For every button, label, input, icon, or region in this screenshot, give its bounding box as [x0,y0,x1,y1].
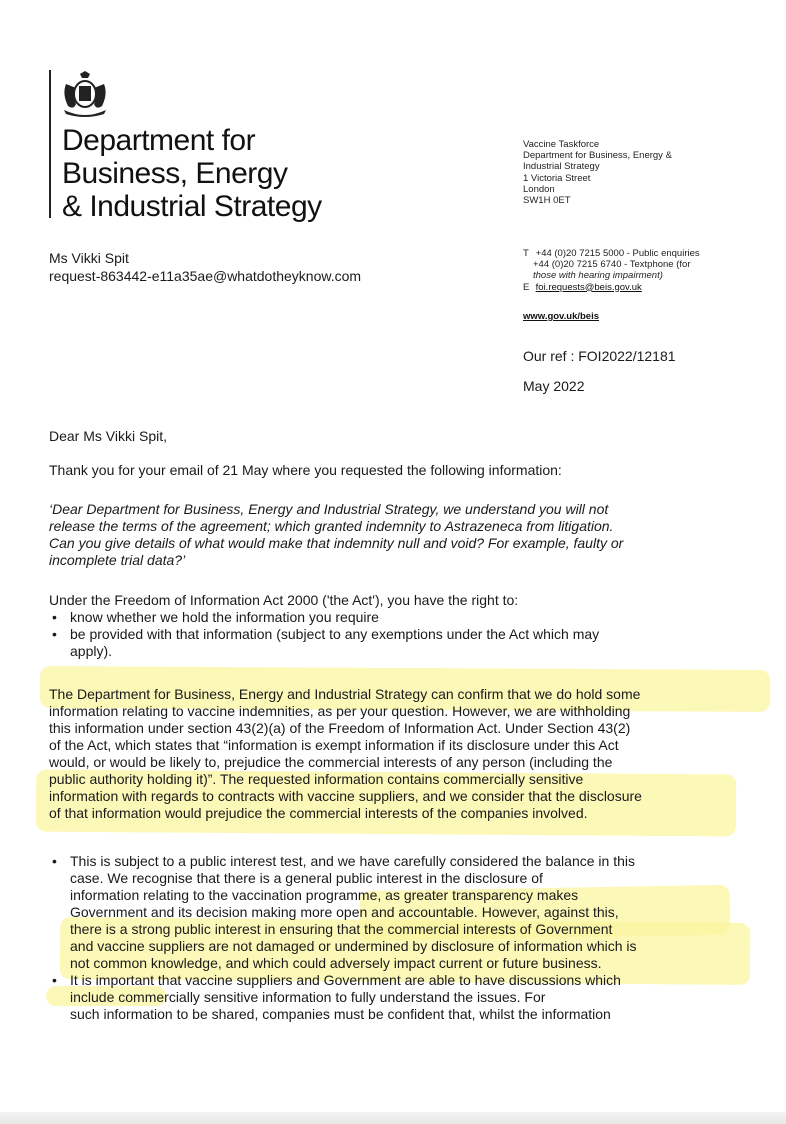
list-item [49,609,749,626]
list-item-line: not common knowledge, and which could adversely impact current or future business. [70,955,602,971]
recipient-name: Ms Vikki Spit [49,250,129,266]
page-bottom-edge [0,1112,786,1124]
confirmation-paragraph [49,686,739,822]
phone-textphone: +44 (0)20 7215 6740 - Textphone (for [533,259,691,271]
paragraph-line: information with regards to contracts with vaccine suppliers, and we consider that the disclosure [49,788,642,804]
phone-label: T [523,248,529,259]
list-item-line: be provided with that information (subject to any exemptions under the Act which may [70,626,600,642]
list-item [49,972,749,1023]
list-item-line: It is important that vaccine suppliers and Government are able to have discussions which [70,972,621,988]
department-name [62,124,322,223]
bullet-icon: • [52,972,57,988]
sender-address [523,139,672,206]
quote-line: ‘Dear Department for Business, Energy and Industrial Strategy, we understand you will not [49,501,609,517]
foi-email-link[interactable]: foi.requests@beis.gov.uk [535,281,642,293]
list-item [49,853,749,972]
list-item-line: apply). [70,643,113,659]
list-item-line: there is a strong public interest in ensuring that the commercial interests of Government [70,921,613,937]
list-item-line: such information to be shared, companies must be confident that, whilst the information [70,1006,611,1022]
paragraph-line: The Department for Business, Energy and Industrial Strategy can confirm that we do hold some [49,686,641,702]
public-interest-list [49,853,749,1023]
letter-date: May 2022 [523,378,585,394]
phone-public: +44 (0)20 7215 5000 - Public enquiries [535,248,700,259]
quote-line: incomplete trial data?’ [49,552,186,568]
recipient-email: request-863442-e11a35ae@whatdotheyknow.com [49,268,362,284]
department-name-line: Business, Energy [62,157,288,190]
website-link[interactable]: www.gov.uk/beis [523,311,600,322]
paragraph-line: would, or would be likely to, prejudice the commercial interests of any person (including the [49,754,613,770]
paragraph-line: public authority holding it)”. The requested information contains commercially sensitive [49,771,584,787]
address-line: London [523,183,555,195]
salutation: Dear Ms Vikki Spit, [49,428,167,444]
list-item-line: This is subject to a public interest test, and we have carefully considered the balance in this [70,853,635,869]
rights-list [49,609,749,660]
recipient-block [49,249,361,285]
list-item-line: know whether we hold the information you require [70,609,379,625]
list-item [49,626,749,660]
address-line: SW1H 0ET [523,195,571,207]
bullet-icon: • [52,853,57,869]
list-item-line: and vaccine suppliers are not damaged or undermined by disclosure of information which is [70,938,637,954]
address-line: Vaccine Taskforce [523,139,600,150]
department-name-line: Department for [62,124,256,157]
quote-line: release the terms of the agreement; which granted indemnity to Astrazeneca from litigation. [49,518,614,534]
contact-details [523,248,700,293]
address-line: Department for Business, Energy & [523,150,672,162]
list-item-line: information relating to the vaccination programme, as greater transparency makes [70,887,579,903]
list-item-line: include commercially sensitive information to fully understand the issues. For [70,989,546,1005]
address-line: Industrial Strategy [523,161,600,173]
paragraph-line: information relating to vaccine indemnities, as per your question. However, we are withholding [49,703,631,719]
request-quote [49,501,739,569]
reference-number: Our ref : FOI2022/12181 [523,348,676,364]
thanks-paragraph: Thank you for your email of 21 May where you requested the following information: [49,462,562,478]
paragraph-line: of that information would prejudice the commercial interests of the companies involved. [49,805,588,821]
foi-intro: Under the Freedom of Information Act 2000 ('the Act'), you have the right to: [49,592,519,608]
logo-divider [49,70,51,218]
bullet-icon: • [52,609,57,625]
royal-crest-icon [58,70,112,118]
list-item-line: case. We recognise that there is a general public interest in the disclosure of [70,870,543,886]
address-line: 1 Victoria Street [523,172,591,184]
quote-line: Can you give details of what would make that indemnity null and void? For example, faulty or [49,535,624,551]
paragraph-line: of the Act, which states that “information is exempt information if its disclosure under this Act [49,737,619,753]
bullet-icon: • [52,626,57,642]
paragraph-line: this information under section 43(2)(a) of the Freedom of Information Act. Under Section 43(2) [49,720,631,736]
phone-textphone-note: those with hearing impairment) [533,270,663,282]
email-label: E [523,281,530,293]
list-item-line: Government and its decision making more open and accountable. However, against this, [70,904,619,920]
department-name-line: & Industrial Strategy [62,190,322,223]
